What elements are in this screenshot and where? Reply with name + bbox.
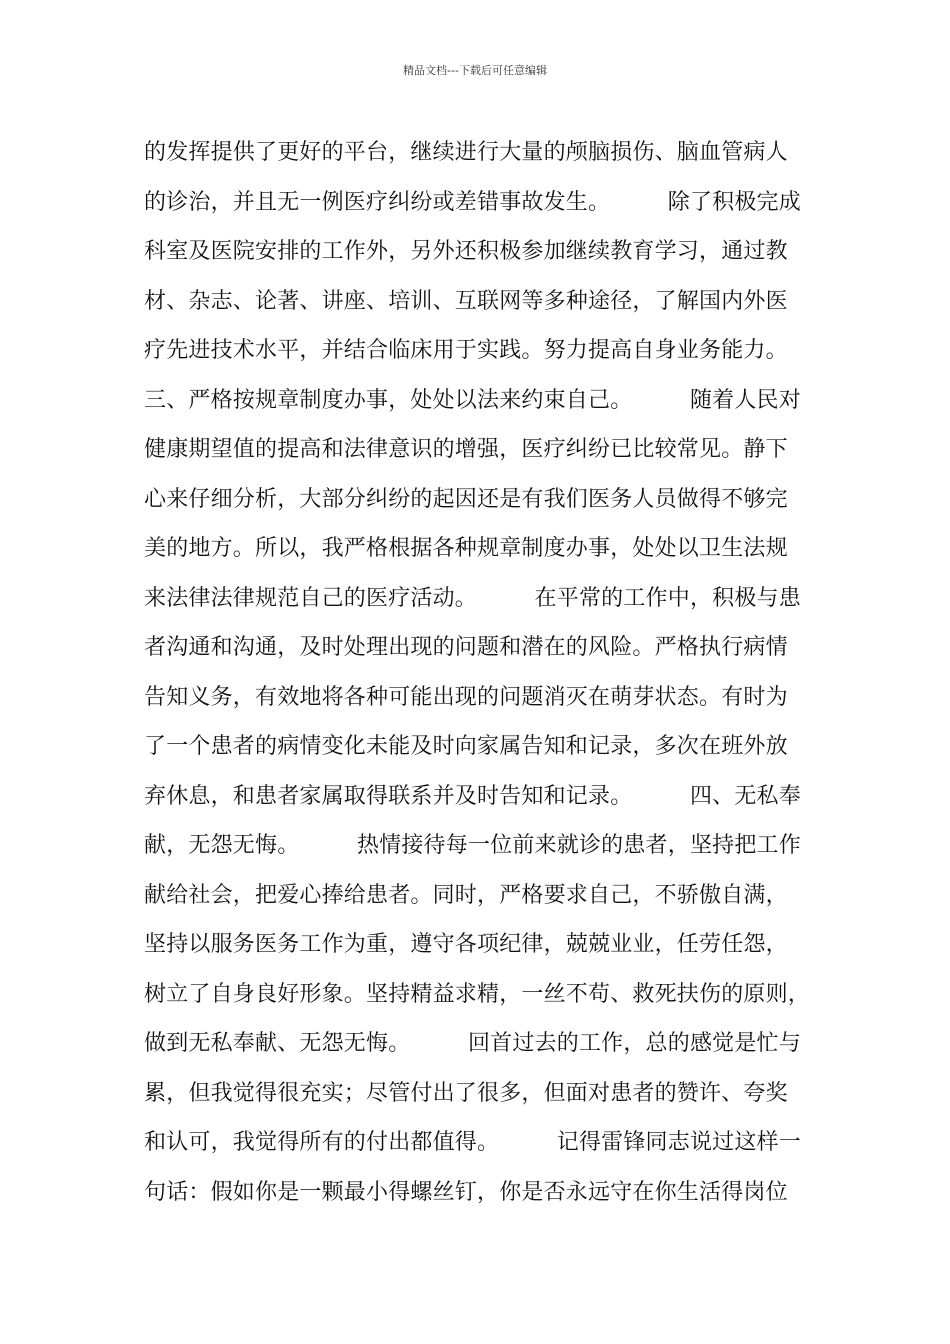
text-line: 健康期望值的提高和法律意识的增强，医疗纠纷已比较常见。静下	[144, 437, 788, 462]
text-line: 献，无怨无悔。 热情接待每一位前来就诊的患者，坚持把工作	[144, 833, 801, 858]
text-line: 的诊治，并且无一例医疗纠纷或差错事故发生。 除了积极完成	[144, 189, 801, 215]
text-line: 材、杂志、论著、讲座、培训、互联网等多种途径，了解国内外医	[144, 288, 788, 314]
text-line: 献给社会，把爱心捧给患者。同时，严格要求自己，不骄傲自满，	[144, 882, 788, 908]
text-line: 来法律法律规范自己的医疗活动。 在平常的工作中，积极与患	[144, 585, 801, 611]
text-line: 科室及医院安排的工作外，另外还积极参加继续教育学习，通过教	[144, 239, 788, 264]
text-line: 美的地方。所以，我严格根据各种规章制度办事，处处以卫生法规	[144, 536, 788, 561]
text-line: 的发挥提供了更好的平台，继续进行大量的颅脑损伤、脑血管病人	[144, 140, 788, 165]
text-line: 树立了自身良好形象。坚持精益求精，一丝不苟、救死扶伤的原则，	[144, 981, 811, 1007]
text-line: 三、严格按规章制度办事，处处以法来约束自己。 随着人民对	[144, 387, 801, 413]
text-line: 累，但我觉得很充实；尽管付出了很多，但面对患者的赞许、夸奖	[144, 1080, 788, 1106]
text-line: 告知义务，有效地将各种可能出现的问题消灭在萌芽状态。有时为	[144, 684, 788, 710]
text-line: 坚持以服务医务工作为重，遵守各项纪律，兢兢业业，任劳任怨，	[144, 932, 788, 957]
document-body	[144, 128, 844, 1217]
text-line: 了一个患者的病情变化未能及时向家属告知和记录，多次在班外放	[144, 734, 788, 759]
text-line: 疗先进技术水平，并结合临床用于实践。努力提高自身业务能力。	[144, 338, 788, 363]
text-line: 心来仔细分析，大部分纠纷的起因还是有我们医务人员做得不够完	[144, 486, 788, 512]
text-line: 和认可，我觉得所有的付出都值得。 记得雷锋同志说过这样一	[144, 1130, 801, 1155]
text-line: 做到无私奉献、无怨无悔。 回首过去的工作，总的感觉是忙与	[144, 1031, 801, 1056]
page-header: 精品文档---下载后可任意编辑	[403, 64, 547, 77]
text-line: 句话：假如你是一颗最小得螺丝钉，你是否永远守在你生活得岗位	[144, 1179, 788, 1205]
text-line: 者沟通和沟通，及时处理出现的问题和潜在的风险。严格执行病情	[144, 635, 788, 660]
text-line: 弃休息，和患者家属取得联系并及时告知和记录。 四、无私奉	[144, 783, 801, 809]
